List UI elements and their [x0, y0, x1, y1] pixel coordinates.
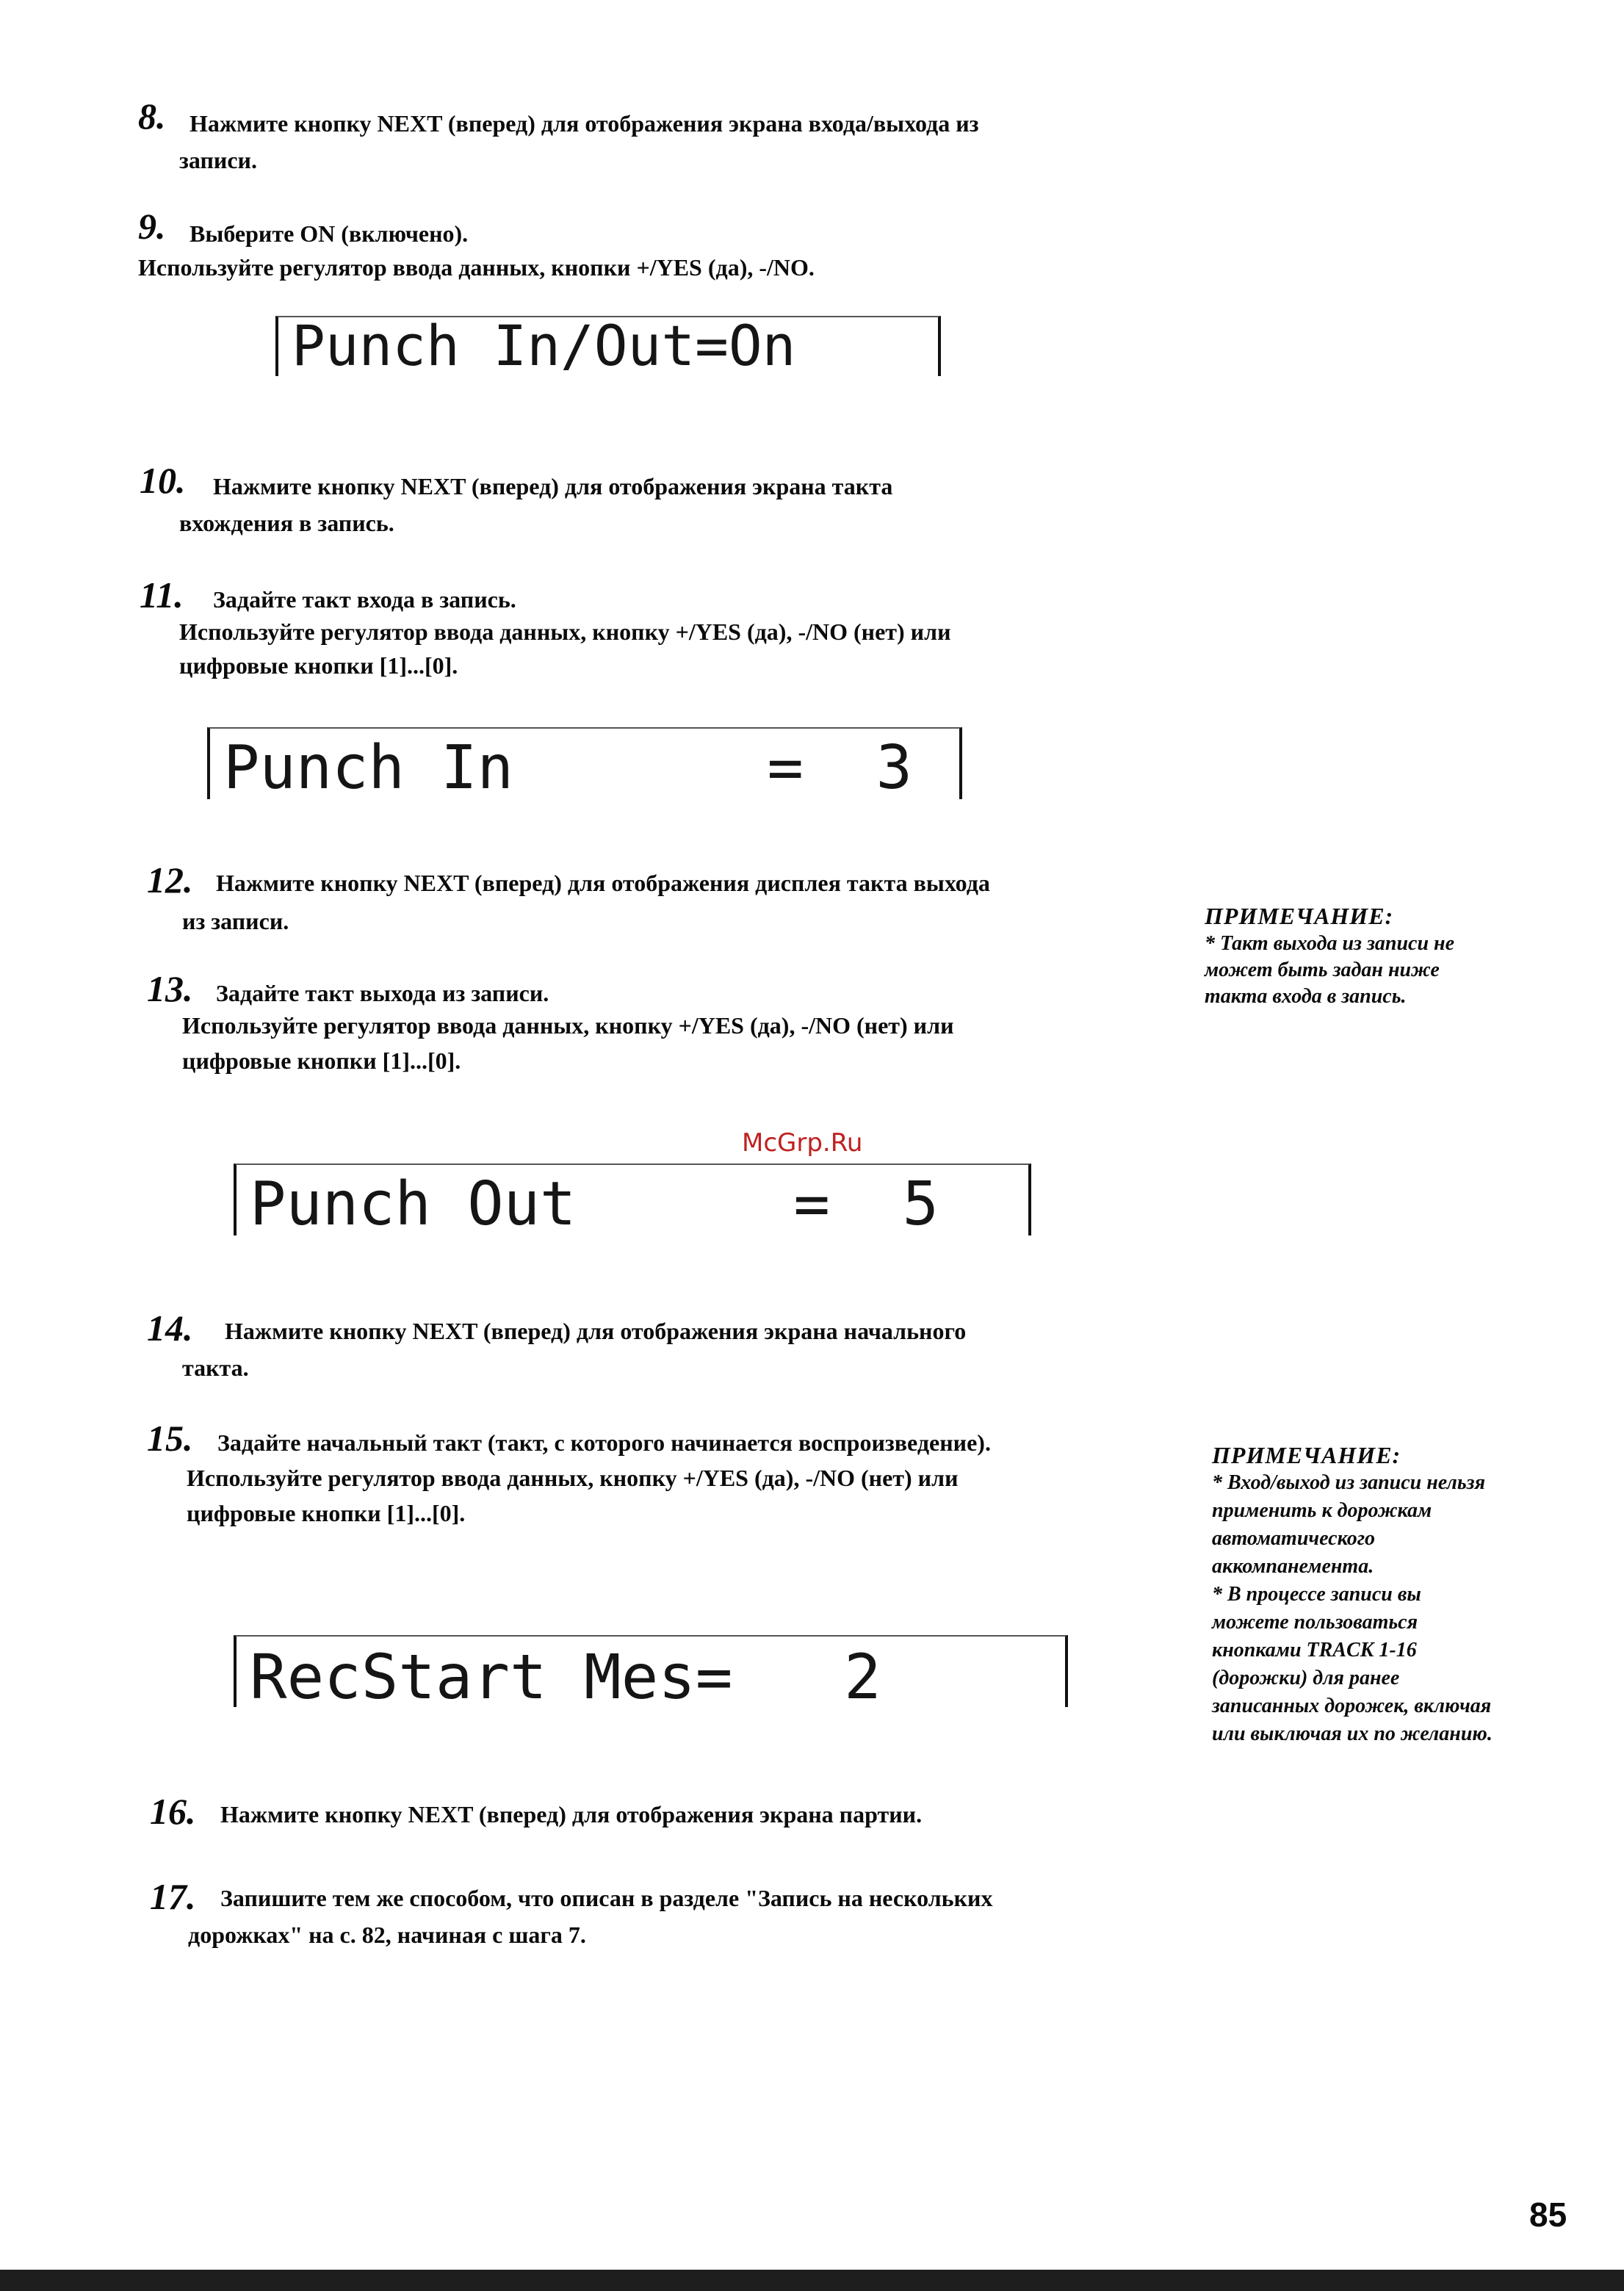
step-text: Нажмите кнопку NEXT (вперед) для отображения экрана начального: [225, 1318, 967, 1344]
lcd-display-punch-in-out: [275, 313, 941, 378]
note-line: аккомпанемента.: [1212, 1555, 1374, 1578]
lcd-text: Punch In = 3: [223, 733, 912, 803]
step-text: Задайте начальный такт (такт, с которого начинается воспроизведение).: [217, 1429, 991, 1456]
step-text: дорожках" на с. 82, начиная с шага 7.: [188, 1922, 586, 1948]
step-text: цифровые кнопки [1]...[0].: [182, 1047, 461, 1074]
note-line: * В процессе записи вы: [1212, 1583, 1421, 1606]
step-text: Задайте такт входа в запись.: [213, 586, 516, 613]
step-number: 11.: [140, 574, 184, 616]
note-line: записанных дорожек, включая: [1212, 1695, 1492, 1717]
step-text: Выберите ON (включено).: [190, 220, 469, 247]
page-number: 85: [1529, 2196, 1567, 2234]
note-line: (дорожки) для ранее: [1212, 1667, 1400, 1689]
step-number: 9.: [138, 206, 166, 247]
note-line: * Такт выхода из записи не: [1205, 932, 1454, 955]
lcd-display-punch-in: [207, 727, 962, 803]
step-text: записи.: [179, 147, 257, 173]
step-number: 8.: [138, 95, 166, 137]
step-number: 17.: [150, 1876, 196, 1917]
note-line: или выключая их по желанию.: [1212, 1722, 1493, 1745]
step-text: Нажмите кнопку NEXT (вперед) для отображения дисплея такта выхода: [216, 870, 990, 896]
step-text: такта.: [182, 1354, 249, 1381]
step-text: Задайте такт выхода из записи.: [216, 980, 549, 1006]
step-number: 16.: [150, 1791, 196, 1832]
step-number: 12.: [147, 859, 193, 901]
step-number: 14.: [147, 1307, 193, 1349]
step-text: цифровые кнопки [1]...[0].: [179, 652, 458, 679]
note-heading: ПРИМЕЧАНИЕ:: [1205, 903, 1394, 929]
step-text: Нажмите кнопку NEXT (вперед) для отображения экрана входа/выхода из: [190, 110, 979, 137]
step-text: Запишите тем же способом, что описан в разделе "Запись на нескольких: [220, 1885, 993, 1911]
lcd-text: Punch Out = 5: [250, 1169, 939, 1239]
note-line: можете пользоваться: [1212, 1611, 1418, 1634]
note-line: * Вход/выход из записи нельзя: [1212, 1471, 1485, 1494]
lcd-display-punch-out: [234, 1163, 1031, 1239]
step-number: 13.: [147, 968, 193, 1009]
step-text: цифровые кнопки [1]...[0].: [187, 1500, 466, 1526]
step-text: Используйте регулятор ввода данных, кнопку +/YES (да), -/NO (нет) или: [179, 618, 951, 645]
note-line: такта входа в запись.: [1205, 985, 1407, 1008]
step-text: из записи.: [182, 908, 289, 934]
lcd-text: Punch In/Out=On: [292, 313, 796, 378]
note-heading: ПРИМЕЧАНИЕ:: [1212, 1442, 1401, 1468]
step-text: Используйте регулятор ввода данных, кнопку +/YES (да), -/NO (нет) или: [187, 1465, 959, 1491]
lcd-text: RecStart Mes= 2: [250, 1641, 881, 1713]
step-number: 15.: [147, 1418, 193, 1459]
note-line: кнопками TRACK 1-16: [1212, 1639, 1417, 1662]
note-line: применить к дорожкам: [1212, 1499, 1432, 1522]
step-text: Нажмите кнопку NEXT (вперед) для отображения экрана такта: [213, 473, 893, 499]
step-text: Нажмите кнопку NEXT (вперед) для отображения экрана партии.: [220, 1801, 923, 1828]
watermark: McGrp.Ru: [742, 1128, 863, 1158]
step-text: Используйте регулятор ввода данных, кнопки +/YES (да), -/NO.: [138, 254, 815, 281]
scan-bottom-edge: [0, 2270, 1624, 2291]
note-line: может быть задан ниже: [1205, 959, 1440, 981]
step-text: вхождения в запись.: [179, 510, 394, 536]
step-text: Используйте регулятор ввода данных, кнопку +/YES (да), -/NO (нет) или: [182, 1012, 954, 1039]
step-number: 10.: [140, 460, 186, 501]
lcd-display-rec-start: [234, 1635, 1068, 1713]
note-line: автоматического: [1212, 1527, 1376, 1550]
